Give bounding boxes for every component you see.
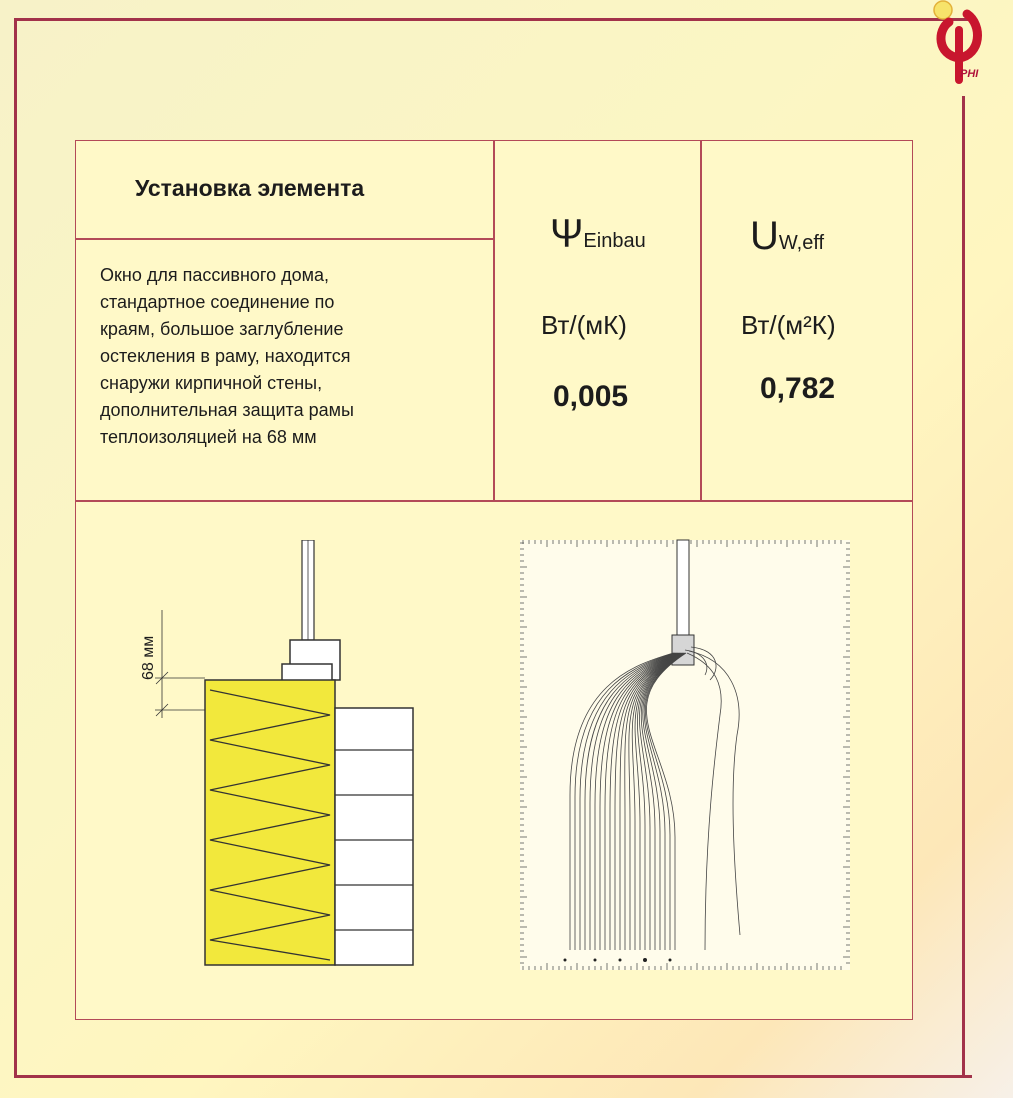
description-line: теплоизоляцией на 68 мм [100,427,317,447]
glass-pane-model [677,540,689,645]
description-line: остекления в раму, находится [100,346,351,366]
wall-section-drawing [150,540,430,980]
description-line: снаружи кирпичной стены, [100,373,323,393]
column-divider-2 [700,140,702,500]
element-description [100,262,480,451]
psi-symbol: Ψ [550,212,584,256]
psi-header [550,212,646,257]
insulation-layer [205,680,335,965]
table-bottom-divider [75,500,913,502]
outer-frame-right [962,96,965,1078]
u-header [750,214,824,259]
psi-value: 0,005 [553,380,629,413]
heat-flow-diagram [515,535,860,980]
phi-logo-icon [919,0,999,95]
phi-logo-text: PHI [960,68,979,80]
u-value: 0,782 [760,372,836,405]
psi-subscript: Einbau [583,230,646,252]
brick-wall [335,708,413,965]
u-symbol: U [750,214,779,258]
column-divider-1 [493,140,495,500]
psi-unit: Вт/(мК) [541,310,627,340]
u-subscript: W,eff [778,232,825,254]
description-line: краям, большое заглубление [100,319,344,339]
description-line: Окно для пассивного дома, [100,265,329,285]
description-line: дополнительная защита рамы [100,400,354,420]
title-divider [75,238,493,240]
u-unit: Вт/(м²К) [741,310,836,340]
dimension-label: 68 мм [140,635,157,680]
element-title: Установка элемента [135,175,365,201]
description-line: стандартное соединение по [100,292,335,312]
